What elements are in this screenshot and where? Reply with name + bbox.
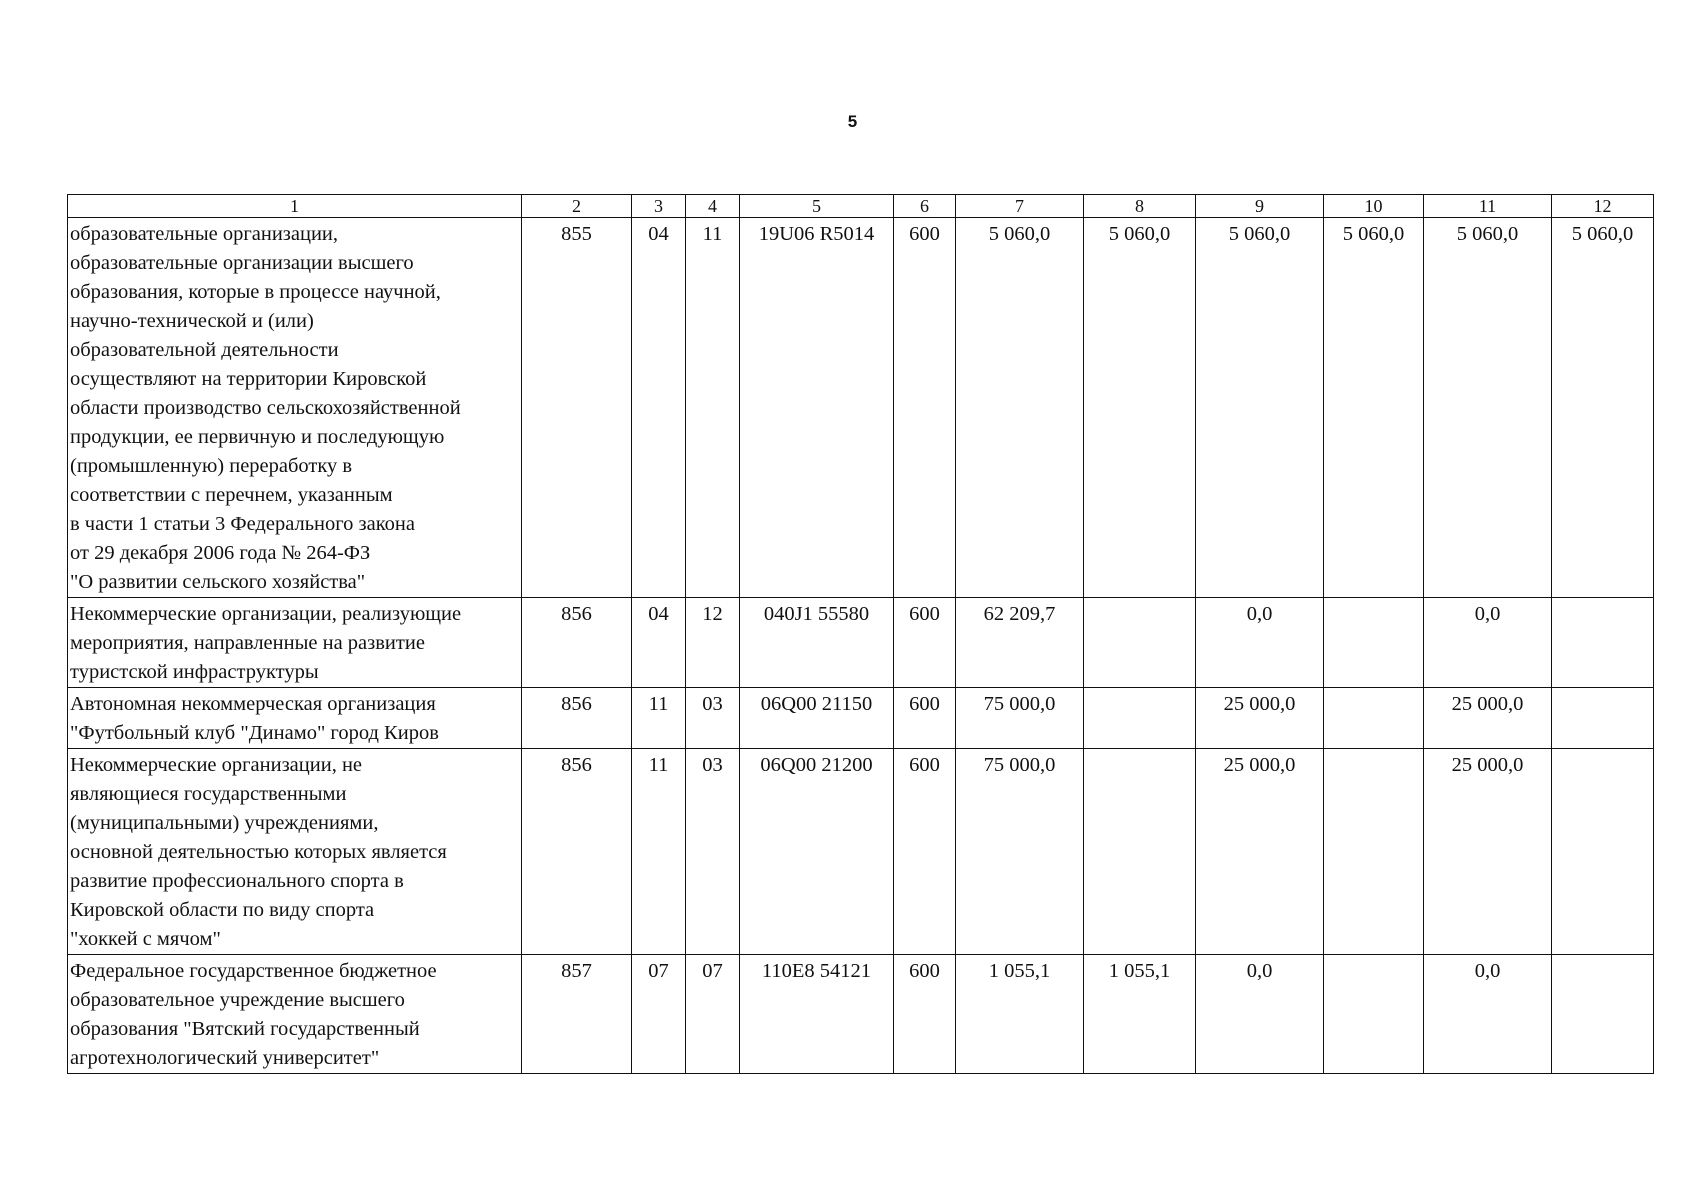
recipient-name-line: образовательное учреждение высшего (70, 989, 405, 1011)
column-header-8: 8 (1084, 195, 1196, 218)
table-cell-col-10 (1324, 688, 1424, 749)
table-cell-col-4: 11 (686, 218, 740, 598)
recipient-name-line: образования, которые в процессе научной, (70, 281, 441, 303)
column-header-9: 9 (1196, 195, 1324, 218)
recipient-name-line: образовательные организации высшего (70, 252, 414, 274)
recipient-name-line: образовательной деятельности (70, 339, 339, 361)
table-cell-col-11: 0,0 (1424, 598, 1552, 688)
table-cell-col-2: 857 (522, 955, 632, 1074)
recipient-name-line: (промышленную) переработку в (70, 455, 353, 477)
table-cell-col-5: 110E8 54121 (740, 955, 894, 1074)
header-row (68, 195, 1654, 218)
column-header-2: 2 (522, 195, 632, 218)
table-cell-col-8 (1084, 598, 1196, 688)
table-cell-col-12 (1552, 598, 1654, 688)
table-cell-col-6: 600 (894, 218, 956, 598)
table-cell-col-8: 1 055,1 (1084, 955, 1196, 1074)
table-cell-col-8 (1084, 749, 1196, 955)
recipient-name-line: Кировской области по виду спорта (70, 899, 375, 921)
table-cell-col-10 (1324, 955, 1424, 1074)
recipient-name-line: области производство сельскохозяйственной (70, 397, 461, 419)
table-cell-col-3: 11 (632, 688, 686, 749)
table-cell-col-11: 25 000,0 (1424, 688, 1552, 749)
table-cell-col-9: 0,0 (1196, 955, 1324, 1074)
recipient-name-line: (муниципальными) учреждениями, (70, 812, 379, 834)
table-cell-col-8 (1084, 688, 1196, 749)
table-cell-col-5: 040J1 55580 (740, 598, 894, 688)
recipient-name-cell (68, 955, 522, 1074)
table-cell-col-5: 06Q00 21200 (740, 749, 894, 955)
recipient-name-line: образовательные организации, (70, 223, 339, 245)
table-cell-col-3: 11 (632, 749, 686, 955)
recipient-name-line: Некоммерческие организации, реализующие (70, 603, 462, 625)
table-cell-col-8: 5 060,0 (1084, 218, 1196, 598)
recipient-name-cell (68, 598, 522, 688)
recipient-name-line: развитие профессионального спорта в (70, 870, 404, 892)
table-cell-col-10 (1324, 598, 1424, 688)
recipient-name-line: соответствии с перечнем, указанным (70, 484, 393, 506)
table-row (68, 598, 1654, 688)
recipient-name-cell (68, 749, 522, 955)
table-cell-col-11: 0,0 (1424, 955, 1552, 1074)
column-header-4: 4 (686, 195, 740, 218)
recipient-name-cell (68, 218, 522, 598)
table-cell-col-7: 1 055,1 (956, 955, 1084, 1074)
recipient-name-cell (68, 688, 522, 749)
table-row (68, 218, 1654, 598)
table-cell-col-2: 856 (522, 688, 632, 749)
recipient-name-line: научно-технической и (или) (70, 310, 314, 332)
table-cell-col-11: 5 060,0 (1424, 218, 1552, 598)
recipient-name-line: основной деятельностью которых является (70, 841, 447, 863)
page-number: 5 (847, 112, 858, 131)
column-header-10: 10 (1324, 195, 1424, 218)
table-cell-col-12 (1552, 955, 1654, 1074)
table-row (68, 688, 1654, 749)
column-header-3: 3 (632, 195, 686, 218)
column-header-11: 11 (1424, 195, 1552, 218)
table-cell-col-10 (1324, 749, 1424, 955)
table-body (68, 218, 1654, 1074)
table-cell-col-10: 5 060,0 (1324, 218, 1424, 598)
recipient-name-line: от 29 декабря 2006 года № 264-ФЗ (70, 542, 371, 564)
recipient-name-line: продукции, ее первичную и последующую (70, 426, 445, 448)
recipient-name-line: Некоммерческие организации, не (70, 754, 363, 776)
table-row (68, 749, 1654, 955)
recipient-name-line: Автономная некоммерческая организация (70, 693, 436, 715)
table-cell-col-6: 600 (894, 955, 956, 1074)
recipient-name-line: Федеральное государственное бюджетное (70, 960, 437, 982)
recipient-name-line: мероприятия, направленные на развитие (70, 632, 425, 654)
table-cell-col-12 (1552, 749, 1654, 955)
table-cell-col-6: 600 (894, 598, 956, 688)
table-cell-col-3: 04 (632, 218, 686, 598)
table-row (68, 955, 1654, 1074)
recipient-name-line: туристской инфраструктуры (70, 661, 319, 683)
table-cell-col-7: 75 000,0 (956, 688, 1084, 749)
table-cell-col-5: 06Q00 21150 (740, 688, 894, 749)
table-cell-col-2: 855 (522, 218, 632, 598)
table-cell-col-4: 03 (686, 749, 740, 955)
table-cell-col-4: 03 (686, 688, 740, 749)
recipient-name-line: в части 1 статьи 3 Федерального закона (70, 513, 415, 535)
table-cell-col-6: 600 (894, 749, 956, 955)
table-cell-col-7: 75 000,0 (956, 749, 1084, 955)
table-cell-col-3: 07 (632, 955, 686, 1074)
table-cell-col-7: 62 209,7 (956, 598, 1084, 688)
table-cell-col-9: 25 000,0 (1196, 688, 1324, 749)
table-cell-col-12: 5 060,0 (1552, 218, 1654, 598)
table-cell-col-9: 5 060,0 (1196, 218, 1324, 598)
column-header-5: 5 (740, 195, 894, 218)
table-cell-col-4: 07 (686, 955, 740, 1074)
table-cell-col-2: 856 (522, 598, 632, 688)
table-cell-col-9: 25 000,0 (1196, 749, 1324, 955)
table-cell-col-4: 12 (686, 598, 740, 688)
column-header-12: 12 (1552, 195, 1654, 218)
recipient-name-line: осуществляют на территории Кировской (70, 368, 427, 390)
column-header-1: 1 (68, 195, 522, 218)
column-header-7: 7 (956, 195, 1084, 218)
recipient-name-line: являющиеся государственными (70, 783, 347, 805)
table-cell-col-7: 5 060,0 (956, 218, 1084, 598)
recipient-name-line: "хоккей с мячом" (70, 928, 221, 950)
recipient-name-line: образования "Вятский государственный (70, 1018, 420, 1040)
table-cell-col-12 (1552, 688, 1654, 749)
recipient-name-line: "Футбольный клуб "Динамо" город Киров (70, 722, 439, 744)
budget-table (67, 194, 1654, 1074)
recipient-name-line: агротехнологический университет" (70, 1047, 380, 1069)
table-cell-col-2: 856 (522, 749, 632, 955)
recipient-name-line: "О развитии сельского хозяйства" (70, 571, 366, 593)
table-cell-col-6: 600 (894, 688, 956, 749)
column-header-6: 6 (894, 195, 956, 218)
table-cell-col-9: 0,0 (1196, 598, 1324, 688)
table-cell-col-3: 04 (632, 598, 686, 688)
table-cell-col-5: 19U06 R5014 (740, 218, 894, 598)
table-cell-col-11: 25 000,0 (1424, 749, 1552, 955)
